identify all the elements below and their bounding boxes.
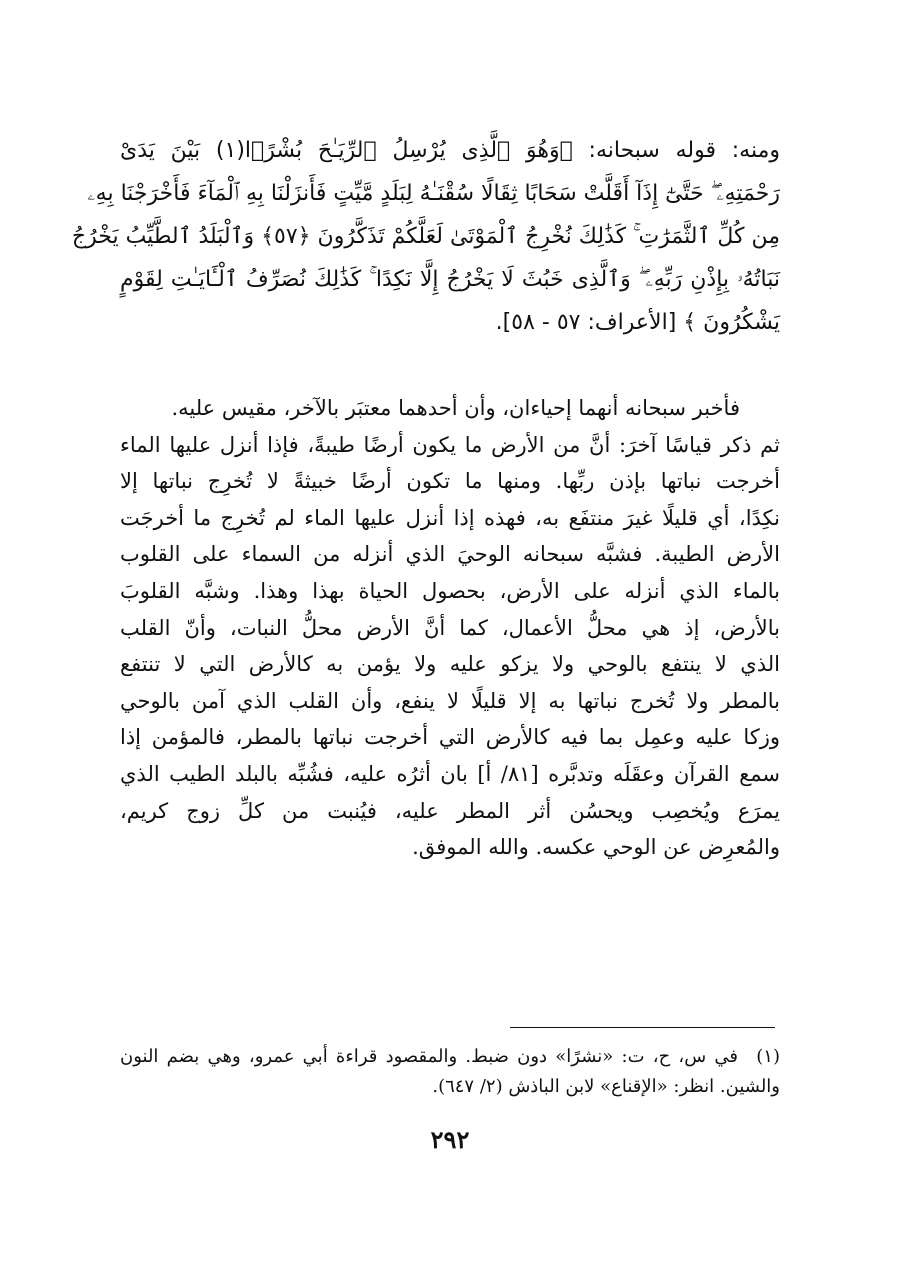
paragraph-line: بالمطر ولا تُخرج نباتها به إلا قليلًا لا ينفع، وأن القلب الذي آمن بالوحي [120,688,780,713]
paragraph-line: سمع القرآن وعقَلَه وتدبَّره [٨١/ أ] بان أثرُه عليه، فشُبِّه بالبلد الطيب الذي [120,761,780,786]
paragraph-line: الذي لا ينتفع بالوحي ولا يزكو عليه ولا يؤمن به كالأرض التي لا تنتفع [120,652,780,677]
paragraph-line: بالأرض، إذ هي محلُّ الأعمال، كما أنَّ الأرض محلُّ النبات، وأنّ القلب [120,615,780,640]
footnote-line: والشين. انظر: «الإقناع» لابن الباذش (٢/ ٦٤٧). [432,1076,780,1097]
footnote [120,1042,780,1102]
quran-line: نَبَاتُهُۥ بِإِذْنِ رَبِّهِۦ ۖ وَٱلَّذِى خَبُثَ لَا يَخْرُجُ إِلَّا نَكِدًا ۚ كَذَٰلِكَ نُصَرِّفُ ٱلْـَٔايَـٰتِ لِقَوْمٍ [120,267,780,292]
quran-line: ومنه: قوله سبحانه: ﴿وَهُوَ ٱلَّذِى يُرْسِلُ ٱلرِّيَـٰحَ بُشْرًۢا(١) بَيْنَ يَدَىْ [120,138,780,163]
paragraph-line: بالماء الذي أنزله على الأرض، بحصول الحياة بهذا وهذا. وشبَّه القلوبَ [120,578,780,603]
quran-passage [71,129,780,344]
paragraph-line: وزكا عليه وعمِل بما فيه كالأرض التي أخرجت نباتها بالمطر، فالمؤمن إذا [120,725,780,750]
page-number: ٢٩٢ [430,1125,470,1154]
footnote-text: في س، ح، ت: «نشرًا» دون ضبط. والمقصود قراءة أبي عمرو، وهي بضم النون [120,1046,739,1067]
paragraph-line: فأخبر سبحانه أنهما إحياءان، وأن أحدهما معتبَر بالآخر، مقيس عليه. [171,396,740,420]
quran-line: مِن كُلِّ ٱلثَّمَرَٰتِ ۚ كَذَٰلِكَ نُخْرِجُ ٱلْمَوْتَىٰ لَعَلَّكُمْ تَذَكَّرُونَ ﴿٥٧﴾ وَٱلْبَلَدُ ٱلطَّيِّبُ يَخْرُجُ [71,224,780,249]
paragraph-line: أخرجت نباتها بإذن ربِّها. ومنها ما تكون أرضًا خبيثةً لا تُخرِج نباتها إلا [120,469,780,494]
footnote-line [120,1042,780,1072]
quran-line: رَحْمَتِهِۦ ۖ حَتَّىٰٓ إِذَآ أَقَلَّتْ سَحَابًا ثِقَالًا سُقْنَـٰهُ لِبَلَدٍ مَّيِّتٍ فَأَنزَلْنَا بِهِ ٱلْمَآءَ فَأَخْرَجْنَا بِهِۦ [87,181,780,206]
quran-line: يَشْكُرُونَ ﴾ [الأعراف: ٥٧ - ٥٨]. [495,310,780,335]
footnote-separator [510,1027,775,1028]
paragraph-line: ثم ذكر قياسًا آخرَ: أنَّ من الأرض ما يكون أرضًا طيبةً، فإذا أنزل عليها الماء [120,432,780,457]
paragraph-line: الأرض الطيبة. فشبَّه سبحانه الوحيَ الذي أنزله من السماء على القلوب [120,542,780,567]
paragraph-line: يمرَع ويُخصِب ويحسُن أثر المطر عليه، فيُنبت من كلِّ زوج كريم، [120,798,780,823]
footnote-number: (١) [756,1046,780,1067]
body-text [120,390,780,866]
paragraph-line: نكِدًا، أي قليلًا غيرَ منتفَع به، فهذه إذا أنزل عليها الماء لم تُخرِج ما أخرجَت [120,505,780,530]
paragraph-line: والمُعرِض عن الوحي عكسه. والله الموفق. [412,835,780,860]
